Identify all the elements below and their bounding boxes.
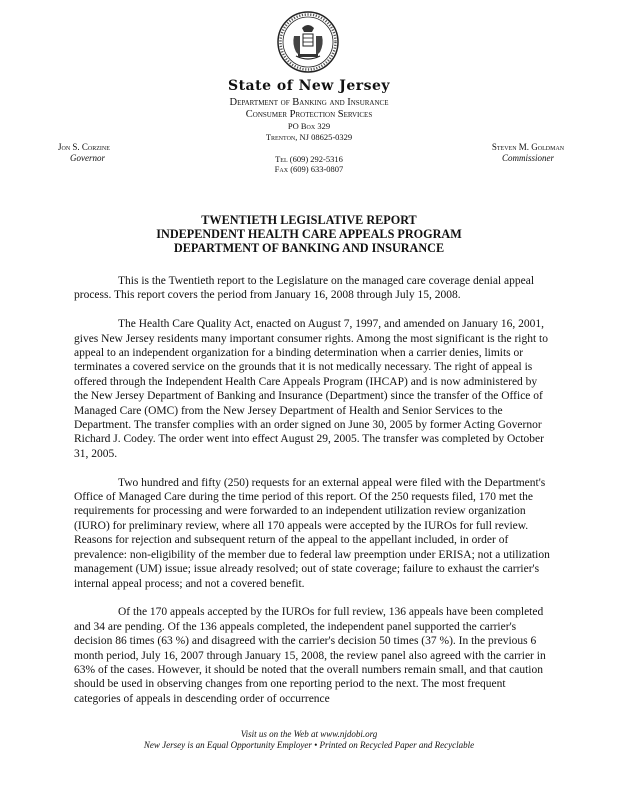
body-paragraph: The Health Care Quality Act, enacted on August 7, 1997, and amended on January 16, 2001, gives New Jersey residents many important consumer rights. Among the most significant is the right to appeal to an independent organization for a binding determination when a carrier denies, limits or terminates a covered service on the grounds that it is not medically necessary. The right of appeal is offered through the Independent Health Care Appeals Program (IHCAP) and is now administered by the New Jersey Department of Banking and Insurance (Department) since the transfer of the Office of Managed Care (OMC) from the New Jersey Department of Health and Senior Services to the Department. The transfer complies with an order signed on June 30, 2005 by former Acting Governor Richard J. Codey. The order went into effect August 29, 2005. The transfer was completed by October 31, 2005.: [74, 318, 548, 460]
city-address: Trenton, NJ 08625-0329: [265, 132, 353, 142]
fax-number: Fax (609) 633-0807: [274, 164, 344, 174]
state-name: State of New Jersey: [227, 78, 391, 94]
body-paragraph: Two hundred and fifty (250) requests for an external appeal were filed with the Department's Office of Managed Care during the time period of this report. Of the 250 requests filed, 170 met the requirements for processing and were forwarded to an independent utilization review organization (IURO) for preliminary review, where all 170 appeals were accepted by the IUROs for full review. Reasons for rejection and subsequent return of the appeal to the appellant included, in order of prevalence: non-eligibility of the member due to federal law preemption under ERISA; not a utilization management (UM) issue; issue already resolved; out of state coverage; failure to exhaust the carrier's internal appeal process; and not a covered benefit.: [74, 476, 550, 590]
governor-title: Governor: [70, 153, 105, 163]
footer-employer-line: New Jersey is an Equal Opportunity Employer • Printed on Recycled Paper and Recyclable: [143, 740, 475, 750]
report-title: [0, 213, 618, 255]
footer-web-line: Visit us on the Web at www.njdobi.org: [240, 729, 378, 739]
body-paragraph: Of the 170 appeals accepted by the IUROs for full review, 136 appeals have been completed and 34 are pending. Of the 136 appeals completed, the independent panel supported the carrier's decision 86 times (63 %) and disagreed with the carrier's decision 50 times (37 %). In the previous 6 month period, July 16, 2007 through January 15, 2008, the review panel also agreed with the carrier in 63% of the cases. However, it should be noted that the overall numbers remain small, and that caution should be used in observing changes from one reporting period to the next. The most frequent categories of appeals in descending order of occurrence: [74, 606, 546, 705]
commissioner-title: Commissioner: [501, 153, 554, 163]
telephone-number: Tel (609) 292-5316: [275, 154, 343, 164]
report-title-line: TWENTIETH LEGISLATIVE REPORT: [201, 213, 417, 227]
report-title-line: INDEPENDENT HEALTH CARE APPEALS PROGRAM: [156, 227, 462, 241]
report-title-line: DEPARTMENT OF BANKING AND INSURANCE: [173, 241, 445, 255]
division-name: Consumer Protection Services: [245, 109, 373, 120]
body-paragraph: This is the Twentieth report to the Legislature on the managed care coverage denial appeal process. This report covers the period from January 16, 2008 through July 15, 2008.: [74, 275, 535, 302]
commissioner-block: [478, 142, 578, 164]
po-box: PO Box 329: [287, 121, 331, 131]
commissioner-name: Steven M. Goldman: [491, 142, 565, 152]
department-name: Department of Banking and Insurance: [229, 97, 389, 108]
state-seal-icon: [276, 10, 340, 74]
governor-name: Jon S. Corzine: [58, 142, 110, 152]
page-footer: [0, 729, 618, 751]
report-body: [74, 274, 550, 721]
